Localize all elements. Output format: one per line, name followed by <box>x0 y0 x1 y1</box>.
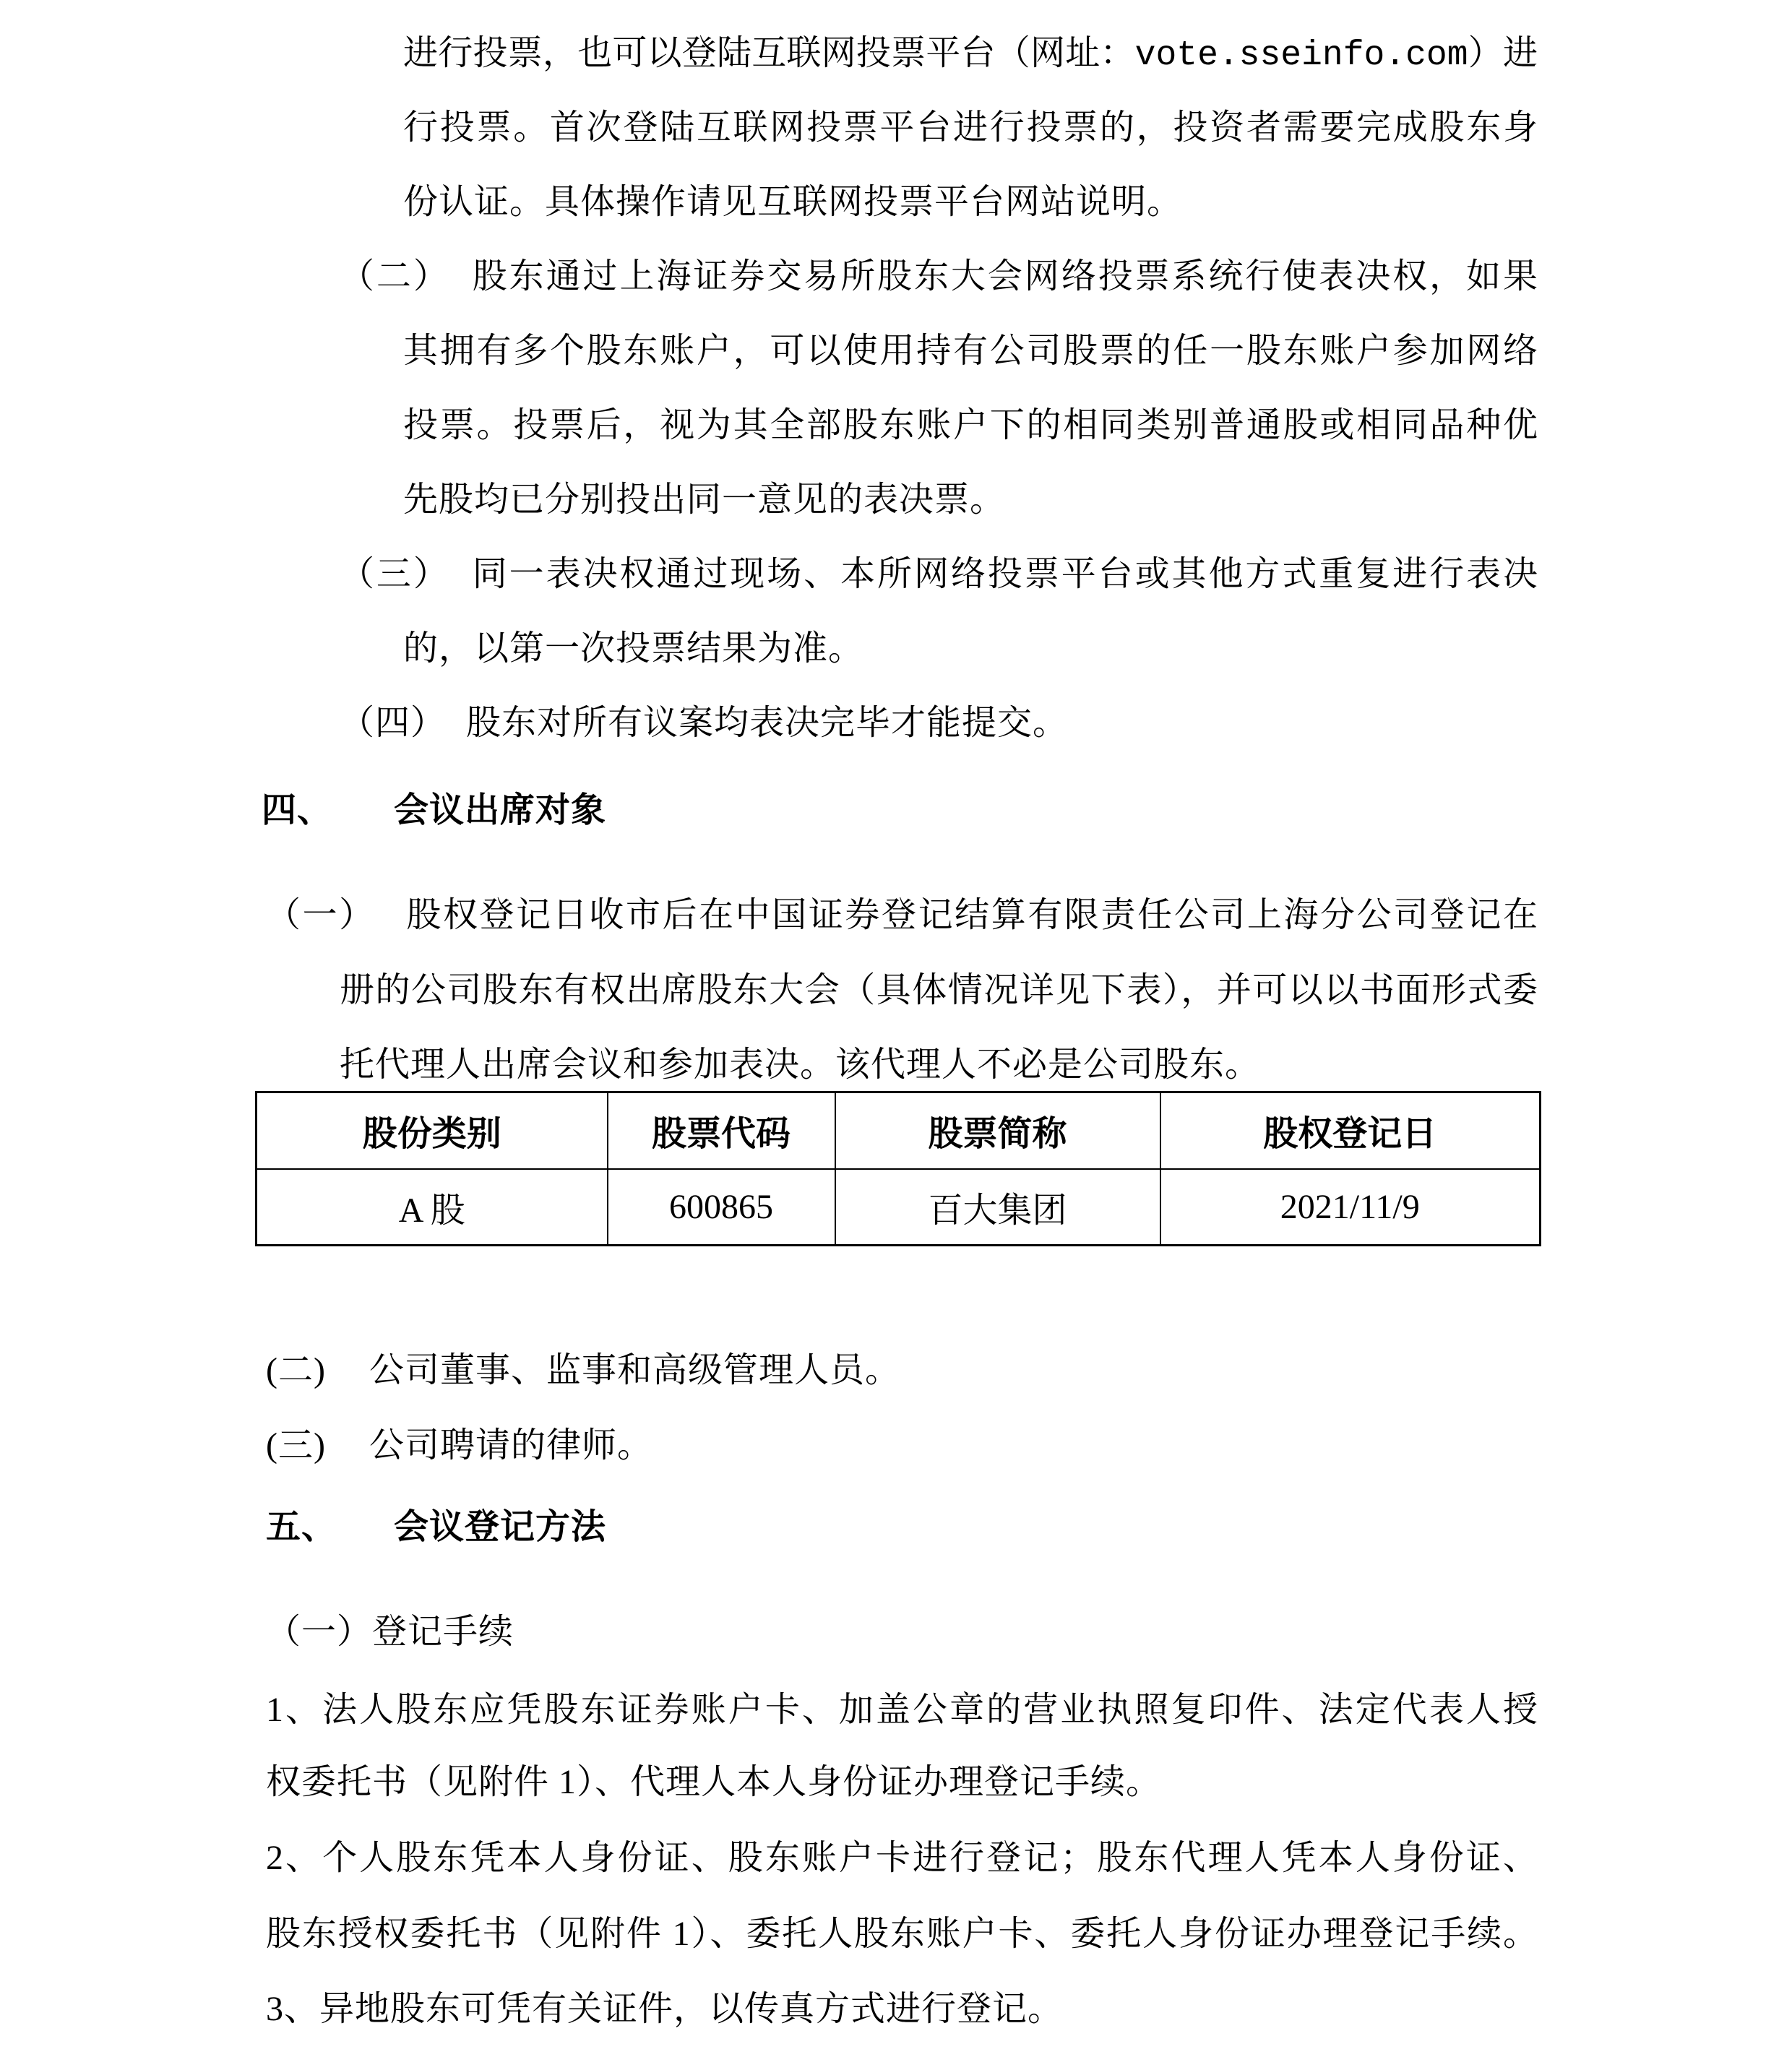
text-segment: ）进 <box>1468 34 1538 72</box>
list-item-3 <box>340 553 1538 595</box>
paragraph-line: 份认证。具体操作请见互联网投票平台网站说明。 <box>403 183 1183 221</box>
item-text: 公司聘请的律师。 <box>369 1426 652 1465</box>
paragraph-line <box>403 33 1538 77</box>
paragraph-line: 1、法人股东应凭股东证券账户卡、加盖公章的营业执照复印件、法定代表人授 <box>266 1691 1538 1729</box>
table-cell: 600865 <box>608 1169 835 1246</box>
item-marker: (二) <box>266 1351 326 1389</box>
paragraph-line: 册的公司股东有权出席股东大会（具体情况详见下表），并可以以书面形式委 <box>340 971 1538 1009</box>
subsection-title: （一）登记手续 <box>266 1613 514 1651</box>
share-registration-table <box>255 1091 1541 1246</box>
section-heading-4 <box>262 790 606 832</box>
paragraph-line: 行投票。首次登陆互联网投票平台进行投票的，投资者需要完成股东身 <box>403 108 1538 147</box>
text-segment: 进行投票，也可以登陆互联网投票平台（网址： <box>403 34 1135 72</box>
url-text: vote.sseinfo.com <box>1134 36 1468 75</box>
table-row <box>257 1169 1541 1246</box>
item-marker: (三) <box>266 1426 326 1465</box>
item-marker: （三） <box>340 555 450 593</box>
item-text: 同一表决权通过现场、本所网络投票平台或其他方式重复进行表决 <box>470 555 1538 593</box>
paragraph-line: 托代理人出席会议和参加表决。该代理人不必是公司股东。 <box>340 1045 1261 1084</box>
paragraph-line: 先股均已分别投出同一意见的表决票。 <box>403 480 1006 519</box>
list-item-2 <box>340 256 1538 298</box>
section-heading-5 <box>266 1506 606 1548</box>
list-item-2b <box>266 1350 900 1392</box>
item-text: 公司董事、监事和高级管理人员。 <box>369 1351 900 1389</box>
paragraph-line: 其拥有多个股东账户，可以使用持有公司股票的任一股东账户参加网络 <box>403 332 1538 370</box>
item-text: 股东通过上海证券交易所股东大会网络投票系统行使表决权，如果 <box>470 257 1538 296</box>
paragraph-line: 2、个人股东凭本人身份证、股东账户卡进行登记；股东代理人凭本人身份证、 <box>266 1839 1538 1877</box>
table-cell: A 股 <box>257 1169 608 1246</box>
table-header-cell: 股份类别 <box>257 1092 608 1169</box>
table-header-row <box>257 1092 1541 1169</box>
paragraph-line: 投票。投票后，视为其全部股东账户下的相同类别普通股或相同品种优 <box>403 406 1538 444</box>
table-header-cell: 股票代码 <box>608 1092 835 1169</box>
section-title: 会议出席对象 <box>394 791 607 829</box>
item-text: 股权登记日收市后在中国证券登记结算有限责任公司上海分公司登记在 <box>404 896 1538 934</box>
table-cell: 2021/11/9 <box>1160 1169 1541 1246</box>
list-item-3b <box>266 1425 652 1467</box>
section-title: 会议登记方法 <box>394 1508 607 1546</box>
item-marker: （四） <box>340 704 447 742</box>
table-header-cell: 股权登记日 <box>1160 1092 1541 1169</box>
paragraph-line: 的，以第一次投票结果为准。 <box>403 629 864 668</box>
paragraph-line: 股东授权委托书（见附件 1）、委托人股东账户卡、委托人身份证办理登记手续。 <box>266 1915 1538 1953</box>
item-marker: （二） <box>340 257 450 296</box>
paragraph-line: 3、异地股东可凭有关证件，以传真方式进行登记。 <box>266 1990 1064 2028</box>
section-number: 五、 <box>266 1508 337 1546</box>
table-cell: 百大集团 <box>835 1169 1160 1246</box>
item-marker: （一） <box>266 896 376 934</box>
section-number: 四、 <box>262 791 333 829</box>
paragraph-line: 权委托书（见附件 1）、代理人本人身份证办理登记手续。 <box>266 1763 1162 1801</box>
item-text: 股东对所有议案均表决完毕才能提交。 <box>466 704 1069 742</box>
list-item-4 <box>340 702 1068 744</box>
list-item-1 <box>266 894 1538 936</box>
table-header-cell: 股票简称 <box>835 1092 1160 1169</box>
